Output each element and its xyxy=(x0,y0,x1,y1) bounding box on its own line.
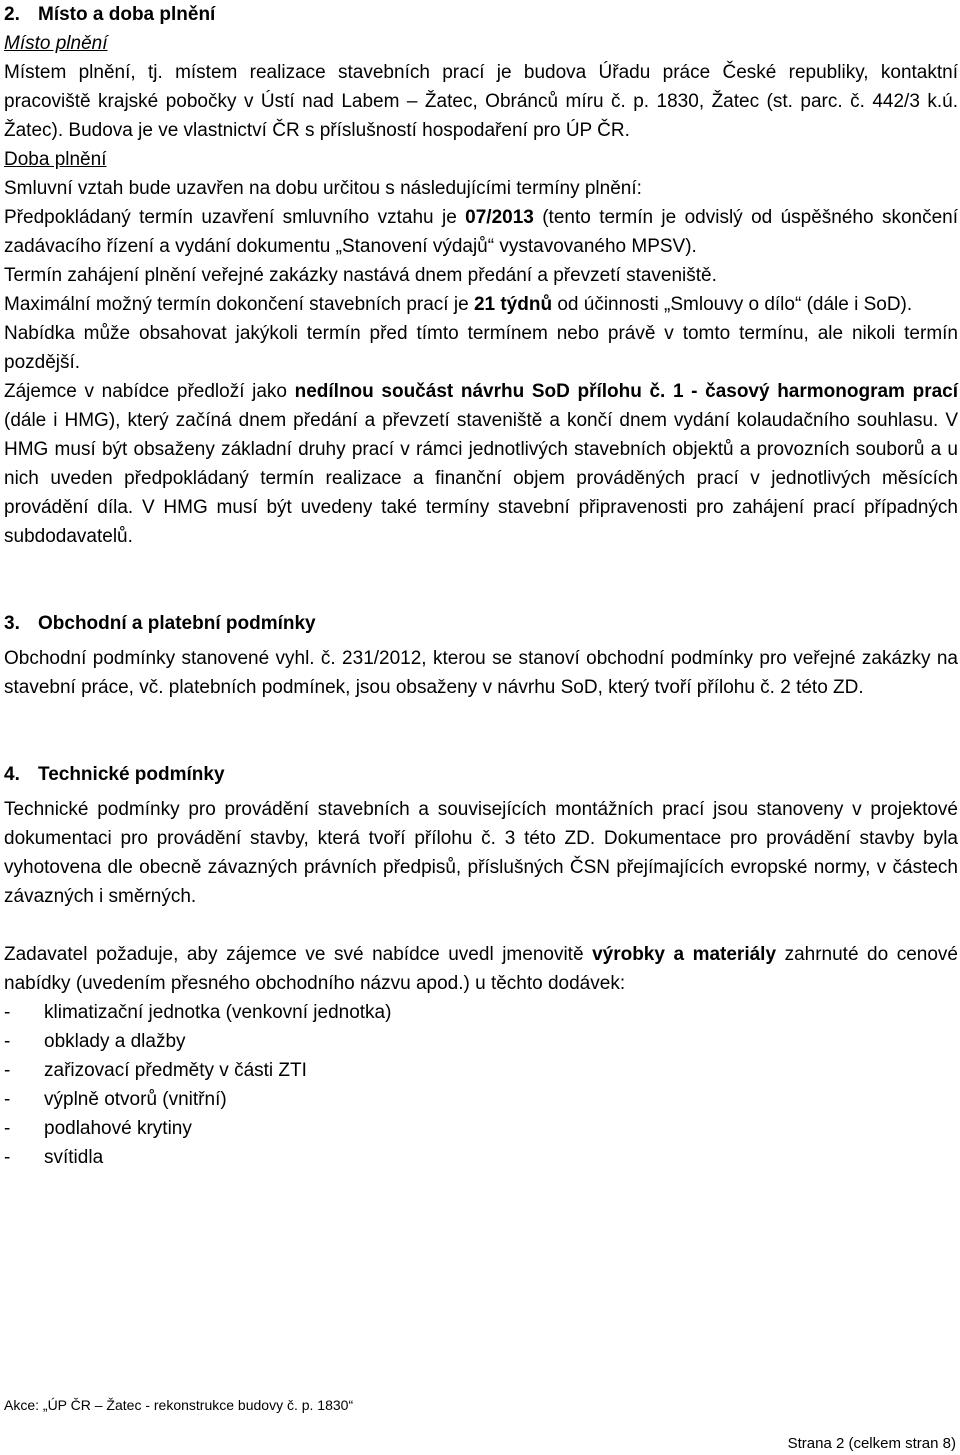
dash-bullet: - xyxy=(4,1031,11,1052)
document-page xyxy=(4,0,958,1172)
section-2-heading xyxy=(4,0,958,29)
footer-action-name: Akce: „ÚP ČR – Žatec - rekonstrukce budovy č. p. 1830“ xyxy=(4,1397,354,1413)
list-item-text: klimatizační jednotka (venkovní jednotka) xyxy=(44,1002,392,1023)
list-item-text: svítidla xyxy=(44,1147,104,1168)
list-item xyxy=(4,1085,958,1114)
text-run: (tento termín je odvislý od úspěšného skončení zadávacího řízení a vydání dokumentu „Stanovení výdajů“ vystavovaného MPSV). xyxy=(4,207,958,257)
time-paragraph-6 xyxy=(4,377,958,551)
footer-page-number: Strana 2 (celkem stran 8) xyxy=(787,1435,956,1452)
spacer xyxy=(4,911,958,940)
spacer xyxy=(4,702,958,760)
text-run: (dále i HMG), který začíná dnem předání a převzetí staveniště a končí dnem vydání kolaudačního souhlasu. V HMG musí být obsaženy základní druhy prací v rámci jednotlivých stavebních objektů a provozních souborů a u nich uveden předpokládaný termín realizace a finanční objem prováděných prací v jednotlivých měsících provádění díla. V HMG musí být uvedeny také termíny stavební připravenosti pro zahájení prací případných subdodavatelů. xyxy=(4,410,958,547)
time-paragraph-5: Nabídka může obsahovat jakýkoli termín před tímto termínem nebo právě v tomto termínu, ale nikoli termín pozdější. xyxy=(4,323,958,373)
dash-bullet: - xyxy=(4,1118,11,1139)
list-item-text: výplně otvorů (vnitřní) xyxy=(44,1089,227,1110)
section-number: 4. xyxy=(4,764,20,785)
dash-bullet: - xyxy=(4,1089,11,1110)
section-3-paragraph: Obchodní podmínky stanovené vyhl. č. 231/2012, kterou se stanoví obchodní podmínky pro veřejné zakázky na stavební práce, vč. platebních podmínek, jsou obsaženy v návrhu SoD, který tvoří přílohu č. 2 této ZD. xyxy=(4,648,958,698)
list-item xyxy=(4,1027,958,1056)
spacer xyxy=(4,551,958,609)
list-item-text: podlahové krytiny xyxy=(44,1118,192,1139)
section-4-heading xyxy=(4,760,958,789)
section-number: 2. xyxy=(4,4,20,25)
dash-bullet: - xyxy=(4,1060,11,1081)
contract-date: 07/2013 xyxy=(465,207,534,228)
time-paragraph-3: Termín zahájení plnění veřejné zakázky nastává dnem předání a převzetí staveniště. xyxy=(4,265,717,286)
time-heading: Doba plnění xyxy=(4,149,107,170)
list-item-text: obklady a dlažby xyxy=(44,1031,186,1052)
place-paragraph: Místem plnění, tj. místem realizace stavebních prací je budova Úřadu práce České republiky, kontaktní pracoviště krajské pobočky v Ústí nad Labem – Žatec, Obránců míru č. p. 1830, Žatec (st. parc. č. 442/3 k.ú. Žatec). Budova je ve vlastnictví ČR s příslušností hospodaření pro ÚP ČR. xyxy=(4,62,958,141)
list-item xyxy=(4,1143,958,1172)
section-3-heading xyxy=(4,609,958,638)
time-paragraph-1: Smluvní vztah bude uzavřen na dobu určitou s následujícími termíny plnění: xyxy=(4,178,642,199)
section-title: Technické podmínky xyxy=(38,764,225,785)
duration-weeks: 21 týdnů xyxy=(473,294,553,315)
supplies-list xyxy=(4,998,958,1172)
section-4-paragraph: Technické podmínky pro provádění stavebních a souvisejících montážních prací jsou stanoveny v projektové dokumentaci pro provádění stavby, která tvoří přílohu č. 3 této ZD. Dokumentace pro provádění stavby byla vyhotovena dle obecně závazných právních předpisů, příslušných ČSN přejímajících evropské normy, v částech závazných i směrných. xyxy=(4,799,958,907)
requirements-paragraph xyxy=(4,940,958,998)
list-item-text: zařizovací předměty v části ZTI xyxy=(44,1060,307,1081)
text-run: Předpokládaný termín uzavření smluvního vztahu je xyxy=(4,207,466,228)
text-run: Maximální možný termín dokončení stavebních prací je xyxy=(4,294,474,315)
text-run: Zájemce v nabídce předloží jako xyxy=(4,381,295,402)
dash-bullet: - xyxy=(4,1147,11,1168)
list-item xyxy=(4,1056,958,1085)
bold-products: výrobky a materiály xyxy=(592,944,777,965)
dash-bullet: - xyxy=(4,1002,11,1023)
text-run: zahrnuté do cenové nabídky (uvedením přesného obchodního názvu apod.) u těchto dodávek: xyxy=(4,944,958,994)
time-paragraph-4 xyxy=(4,290,958,319)
list-item xyxy=(4,998,958,1027)
text-run: od účinnosti „Smlouvy o dílo“ (dále i SoD). xyxy=(552,294,913,315)
place-heading: Místo plnění xyxy=(4,33,108,54)
section-title: Obchodní a platební podmínky xyxy=(38,613,316,634)
time-paragraph-2 xyxy=(4,203,958,261)
bold-attachment-note: nedílnou součást návrhu SoD přílohu č. 1 - časový harmonogram prací xyxy=(294,381,958,402)
text-run: Zadavatel požaduje, aby zájemce ve své nabídce uvedl jmenovitě xyxy=(4,944,593,965)
section-title: Místo a doba plnění xyxy=(38,4,216,25)
section-number: 3. xyxy=(4,613,20,634)
list-item xyxy=(4,1114,958,1143)
